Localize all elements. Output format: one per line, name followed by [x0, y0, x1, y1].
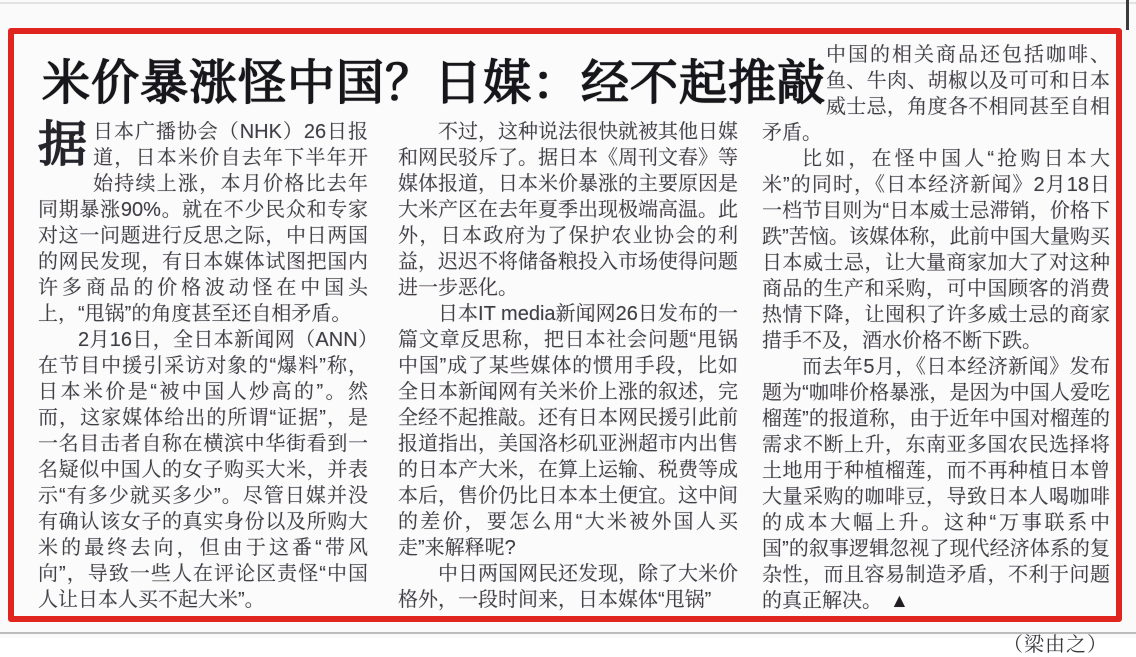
paragraph: 比如，在怪中国人“抢购日本大米”的同时，《日本经济新闻》2月18日一档节目则为“日本威士忌滞销，价格下跌”苦恼。该媒体称，此前中国大量购买日本威士忌，让大量商家加大了对这种商品的生产和采购，可中国顾客的消费热情下降，让囤积了许多威士忌的商家措手不及，酒水价格不断下跌。 — [762, 148, 1110, 352]
scan-edge-line-bottom — [0, 632, 1136, 634]
article-end-mark: ▲ — [890, 591, 909, 612]
scan-edge-line-top — [0, 2, 1136, 4]
paragraph: 日本IT media新闻网26日发布的一篇文章反思称，把日本社会问题“甩锅中国”成了某些媒体的惯用手段，比如全日本新闻网有关米价上涨的叙述，完全经不起推敲。还有日本网民援引此前报道指出，美国洛杉矶亚洲超市内出售的日本产大米，在算上运输、税费等成本后，售价仍比日本本土便宜。这中间的差价，要怎么用“大米被外国人买走”来解释呢? — [398, 303, 738, 559]
paragraph — [762, 354, 1110, 615]
paragraph: 不过，这种说法很快就被其他日媒和网民驳斥了。据日本《周刊文春》等媒体报道，日本米价暴涨的主要原因是大米产区在去年夏季出现极端高温。此外，日本政府为了保护农业协会的利益，迟迟不将储备粮投入市场使得问题进一步恶化。 — [398, 121, 738, 299]
paragraph-text: 而去年5月，《日本经济新闻》发布题为“咖啡价格暴涨，是因为中国人爱吃榴莲”的报道称，由于近年中国对榴莲的需求不断上升，东南亚多国农民选择将土地用于种植榴莲，而不再种植日本曾大量采购的咖啡豆，导致日本人喝咖啡的成本大幅上升。这种“万事联系中国”的叙事逻辑忽视了现代经济体系的复杂性，而且容易制造矛盾，不利于问题的真正解决。 — [762, 356, 1110, 612]
paragraph: 中日两国网民还发现，除了大米价格外，一段时间来，日本媒体“甩锅” — [398, 563, 738, 611]
article-column-1 — [38, 119, 368, 613]
paragraph-text: 中国的相关商品还包括咖啡、鱼、牛肉、胡椒以及可可和日本威士忌，角度各不相同甚至自相矛盾。 — [762, 44, 1110, 144]
paragraph: 2月16日，全日本新闻网（ANN）在节目中援引采访对象的“爆料”称，日本米价是“被中国人炒高的”。然而，这家媒体给出的所谓“证据”，是一名目击者自称在横滨中华街看到一名疑似中国人的女子购买大米，并表示“有多少就买多少”。尽管日媒并没有确认该女子的真实身份以及所购大米的最终去向，但由于这番“带风向”，导致一些人在评论区责怪“中国人让日本人买不起大米”。 — [38, 329, 368, 611]
byline: （梁由之） — [1003, 634, 1108, 656]
article-column-3 — [762, 42, 1110, 656]
scan-artifact-tick — [1126, 0, 1129, 30]
article-headline: 米价暴涨怪中国？日媒：经不起推敲 — [42, 57, 827, 110]
article-column-2 — [398, 119, 738, 613]
paragraph — [38, 119, 368, 327]
paragraph-text: 日本广播协会（NHK）26日报道，日本米价自去年下半年开始持续上涨，本月价格比去年同期暴涨90%。就在不少民众和专家对这一问题进行反思之际，中日两国的网民发现，有日本媒体试图把国内许多商品的价格波动怪在中国头上，“甩锅”的角度甚至还自相矛盾。 — [38, 121, 368, 325]
drop-cap: 据 — [38, 118, 88, 172]
